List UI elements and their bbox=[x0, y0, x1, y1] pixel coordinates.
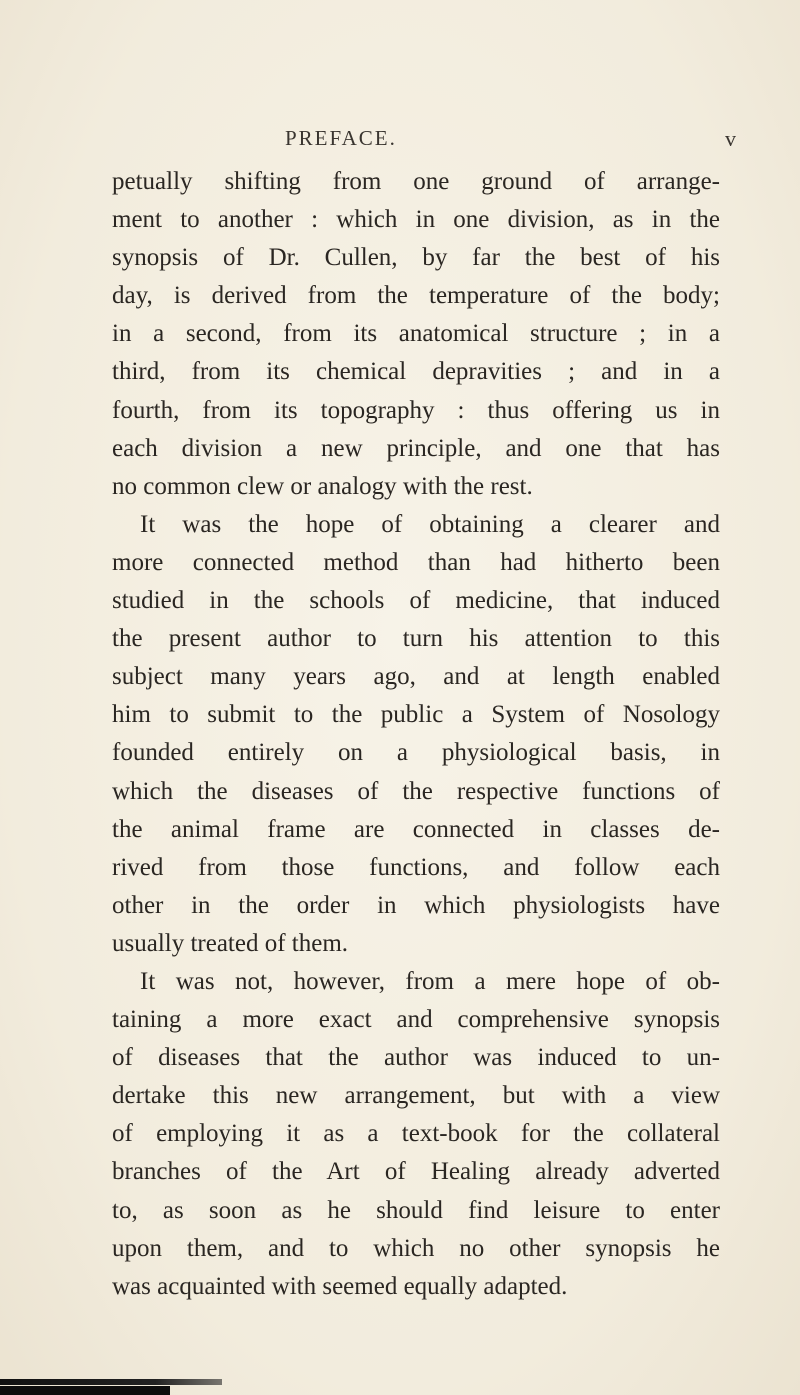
text-line: each division a new principle, and one that has bbox=[112, 434, 720, 462]
body-text bbox=[112, 163, 720, 1306]
text-line: day, is derived from the temperature of the body; bbox=[112, 282, 720, 310]
scan-edge-shadow bbox=[0, 1386, 170, 1395]
scan-edge-rule bbox=[0, 1379, 222, 1385]
text-line: of diseases that the author was induced to un- bbox=[112, 1044, 720, 1072]
paragraph-start-line: It was not, however, from a mere hope of ob- bbox=[140, 967, 720, 995]
text-line: to, as soon as he should find leisure to enter bbox=[112, 1196, 720, 1224]
text-line: ment to another : which in one division, as in the bbox=[112, 206, 720, 234]
text-line: other in the order in which physiologists have bbox=[112, 891, 720, 919]
text-line: third, from its chemical depravities ; and in a bbox=[112, 358, 720, 386]
text-line: fourth, from its topography : thus offering us in bbox=[112, 396, 720, 424]
text-line: dertake this new arrangement, but with a view bbox=[112, 1082, 720, 1110]
text-line: in a second, from its anatomical structure ; in a bbox=[112, 320, 720, 348]
text-line: which the diseases of the respective functions of bbox=[112, 777, 720, 805]
text-line: taining a more exact and comprehensive synopsis bbox=[112, 1006, 720, 1034]
paragraph-end-line: no common clew or analogy with the rest. bbox=[112, 472, 533, 500]
text-line: synopsis of Dr. Cullen, by far the best of his bbox=[112, 244, 720, 272]
paragraph-end-line: was acquainted with seemed equally adapted. bbox=[112, 1272, 568, 1300]
text-line: rived from those functions, and follow each bbox=[112, 853, 720, 881]
running-head: PREFACE. bbox=[285, 126, 397, 150]
text-line: subject many years ago, and at length enabled bbox=[112, 663, 720, 691]
paragraph-start-line: It was the hope of obtaining a clearer and bbox=[140, 510, 720, 538]
text-line: him to submit to the public a System of Nosology bbox=[112, 701, 720, 729]
text-line: the present author to turn his attention to this bbox=[112, 625, 720, 653]
text-line: of employing it as a text-book for the collateral bbox=[112, 1120, 720, 1148]
text-line: upon them, and to which no other synopsis he bbox=[112, 1234, 720, 1262]
text-line: branches of the Art of Healing already adverted bbox=[112, 1158, 720, 1186]
text-line: founded entirely on a physiological basis, in bbox=[112, 739, 720, 767]
text-line: studied in the schools of medicine, that induced bbox=[112, 587, 720, 615]
text-line: the animal frame are connected in classes de- bbox=[112, 815, 720, 843]
page-number: v bbox=[725, 126, 736, 151]
text-line: petually shifting from one ground of arrange- bbox=[112, 168, 720, 195]
paragraph-end-line: usually treated of them. bbox=[112, 929, 349, 957]
page-header bbox=[0, 126, 800, 156]
text-line: more connected method than had hitherto been bbox=[112, 548, 720, 576]
